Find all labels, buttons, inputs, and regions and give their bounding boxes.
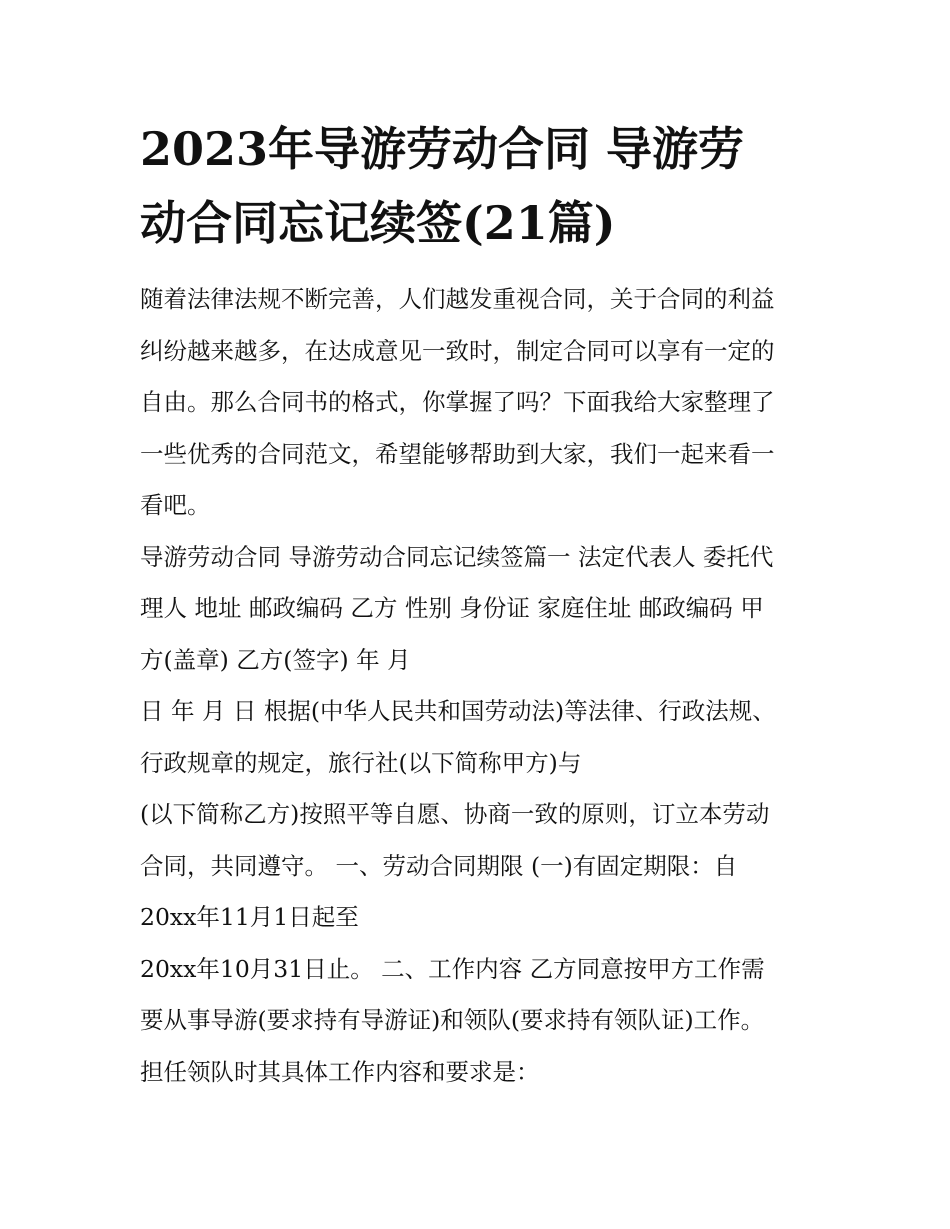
title-line-1: 2023年导游劳动合同 导游劳 — [140, 122, 745, 176]
body-line: 随着法律法规不断完善，人们越发重视合同，关于合同的利益 — [140, 285, 775, 313]
body-line: (以下简称乙方)按照平等自愿、协商一致的原则，订立本劳动 — [140, 800, 770, 828]
body-line: 担任领队时其具体工作内容和要求是： — [140, 1057, 540, 1086]
document-title — [140, 112, 820, 260]
title-line-2: 动合同忘记续签(21篇) — [140, 196, 616, 250]
body-line: 要从事导游(要求持有导游证)和领队(要求持有领队证)工作。 — [140, 1006, 765, 1034]
body-line: 20xx年11月1日起至 — [140, 903, 359, 931]
body-line: 20xx年10月31日止。 二、工作内容 乙方同意按甲方工作需 — [140, 954, 765, 983]
document-body — [140, 274, 820, 1098]
body-line: 看吧。 — [140, 491, 211, 519]
body-line: 合同，共同遵守。 一、劳动合同期限 (一)有固定期限：自 — [140, 851, 738, 880]
body-line: 行政规章的规定，旅行社(以下简称甲方)与 — [140, 748, 582, 777]
body-line: 纠纷越来越多，在达成意见一致时，制定合同可以享有一定的 — [140, 336, 775, 365]
body-line: 一些优秀的合同范文，希望能够帮助到大家，我们一起来看一 — [140, 439, 775, 468]
body-line: 理人 地址 邮政编码 乙方 性别 身份证 家庭住址 邮政编码 甲 — [140, 594, 764, 622]
body-line: 日 年 月 日 根据(中华人民共和国劳动法)等法律、行政法规、 — [140, 697, 776, 725]
body-line: 方(盖章) 乙方(签字) 年 月 — [140, 645, 411, 674]
body-line: 自由。那么合同书的格式，你掌握了吗？下面我给大家整理了 — [140, 388, 775, 416]
body-line: 导游劳动合同 导游劳动合同忘记续签篇一 法定代表人 委托代 — [140, 542, 774, 571]
